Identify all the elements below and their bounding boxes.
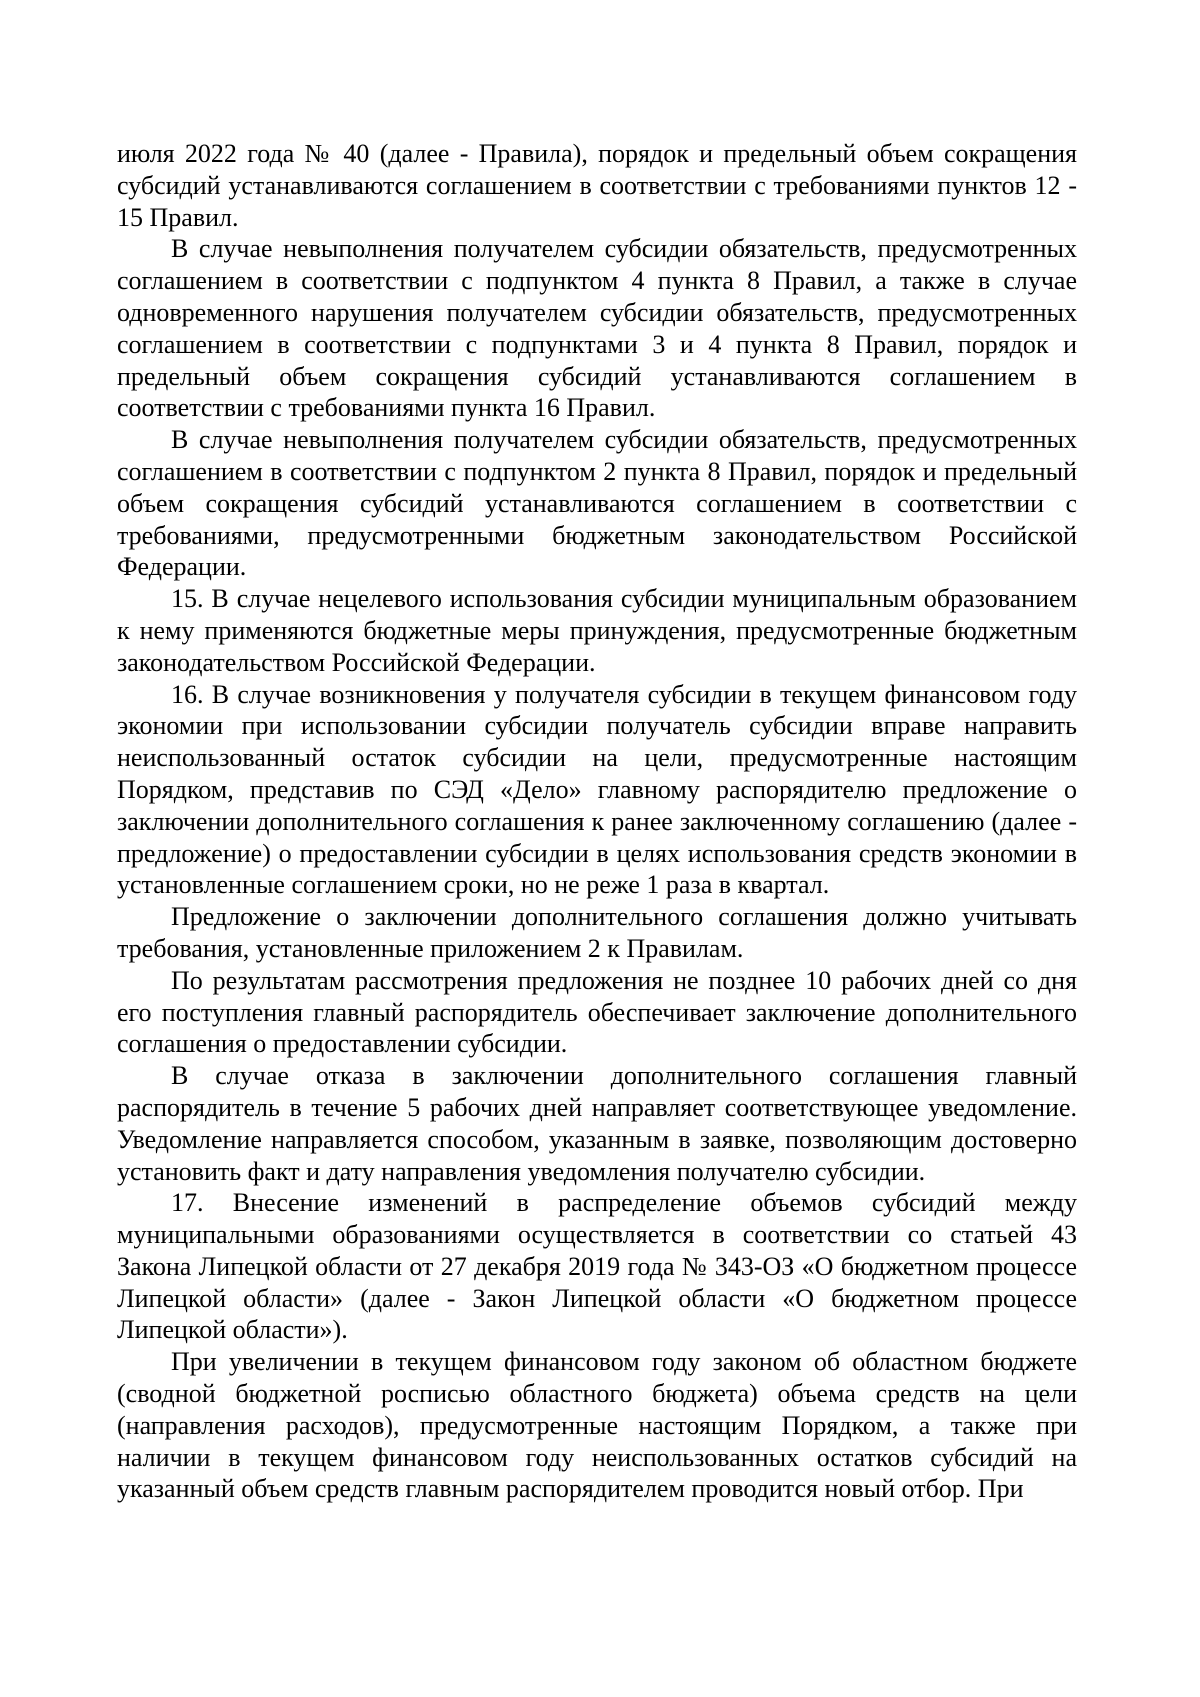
paragraph-refusal: В случае отказа в заключении дополнительного соглашения главный распорядитель в течение 5 рабочих дней направляет соответствующее уведомление. Уведомление направляется способом, указанным в заявке, позволяющим достоверно установить факт и дату направления уведомления получателю субсидии. <box>117 1061 1077 1186</box>
paragraph-item-16: 16. В случае возникновения у получателя субсидии в текущем финансовом году экономии при использовании субсидии получатель субсидии вправе направить неиспользованный остаток субсидии на цели, предусмотренные настоящим Порядком, представив по СЭД «Дело» главному распорядителю предложение о заключении дополнительного соглашения к ранее заключенному соглашению (далее - предложение) о предоставлении субсидии в целях использования средств экономии в установленные соглашением сроки, но не реже 1 раза в квартал. <box>117 679 1077 900</box>
document-page <box>117 138 1077 1505</box>
paragraph-budget-increase: При увеличении в текущем финансовом году законом об областном бюджете (сводной бюджетной росписью областного бюджета) объема средств на цели (направления расходов), предусмотренные настоящим Порядком, а также при наличии в текущем финансовом году неиспользованных остатков субсидий на указанный объем средств главным распорядителем проводится новый отбор. При <box>117 1347 1077 1504</box>
paragraph-continuation: июля 2022 года № 40 (далее - Правила), порядок и предельный объем сокращения субсидий устанавливаются соглашением в соответствии с требованиями пунктов 12 - 15 Правил. <box>117 139 1077 232</box>
paragraph-review-results: По результатам рассмотрения предложения не позднее 10 рабочих дней со дня его поступления главный распорядитель обеспечивает заключение дополнительного соглашения о предоставлении субсидии. <box>117 965 1077 1059</box>
paragraph-item-17: 17. Внесение изменений в распределение объемов субсидий между муниципальными образованиями осуществляется в соответствии со статьей 43 Закона Липецкой области от 27 декабря 2019 года № 343-ОЗ «О бюджетном процессе Липецкой области» (далее - Закон Липецкой области «О бюджетном процессе Липецкой области»). <box>117 1188 1077 1345</box>
paragraph-proposal-requirements: Предложение о заключении дополнительного соглашения должно учитывать требования, установленные приложением 2 к Правилам. <box>117 902 1077 963</box>
paragraph-item-15: 15. В случае нецелевого использования субсидии муниципальным образованием к нему применяются бюджетные меры принуждения, предусмотренные бюджетным законодательством Российской Федерации. <box>117 584 1077 677</box>
paragraph-noncompliance-subpoint-2: В случае невыполнения получателем субсидии обязательств, предусмотренных соглашением в соответствии с подпунктом 2 пункта 8 Правил, порядок и предельный объем сокращения субсидий устанавливаются соглашением в соответствии с требованиями, предусмотренными бюджетным законодательством Российской Федерации. <box>117 425 1077 582</box>
paragraph-noncompliance-subpoint-4: В случае невыполнения получателем субсидии обязательств, предусмотренных соглашением в соответствии с подпунктом 4 пункта 8 Правил, а также в случае одновременного нарушения получателем субсидии обязательств, предусмотренных соглашением в соответствии с подпунктами 3 и 4 пункта 8 Правил, порядок и предельный объем сокращения субсидий устанавливаются соглашением в соответствии с требованиями пункта 16 Правил. <box>117 234 1077 423</box>
